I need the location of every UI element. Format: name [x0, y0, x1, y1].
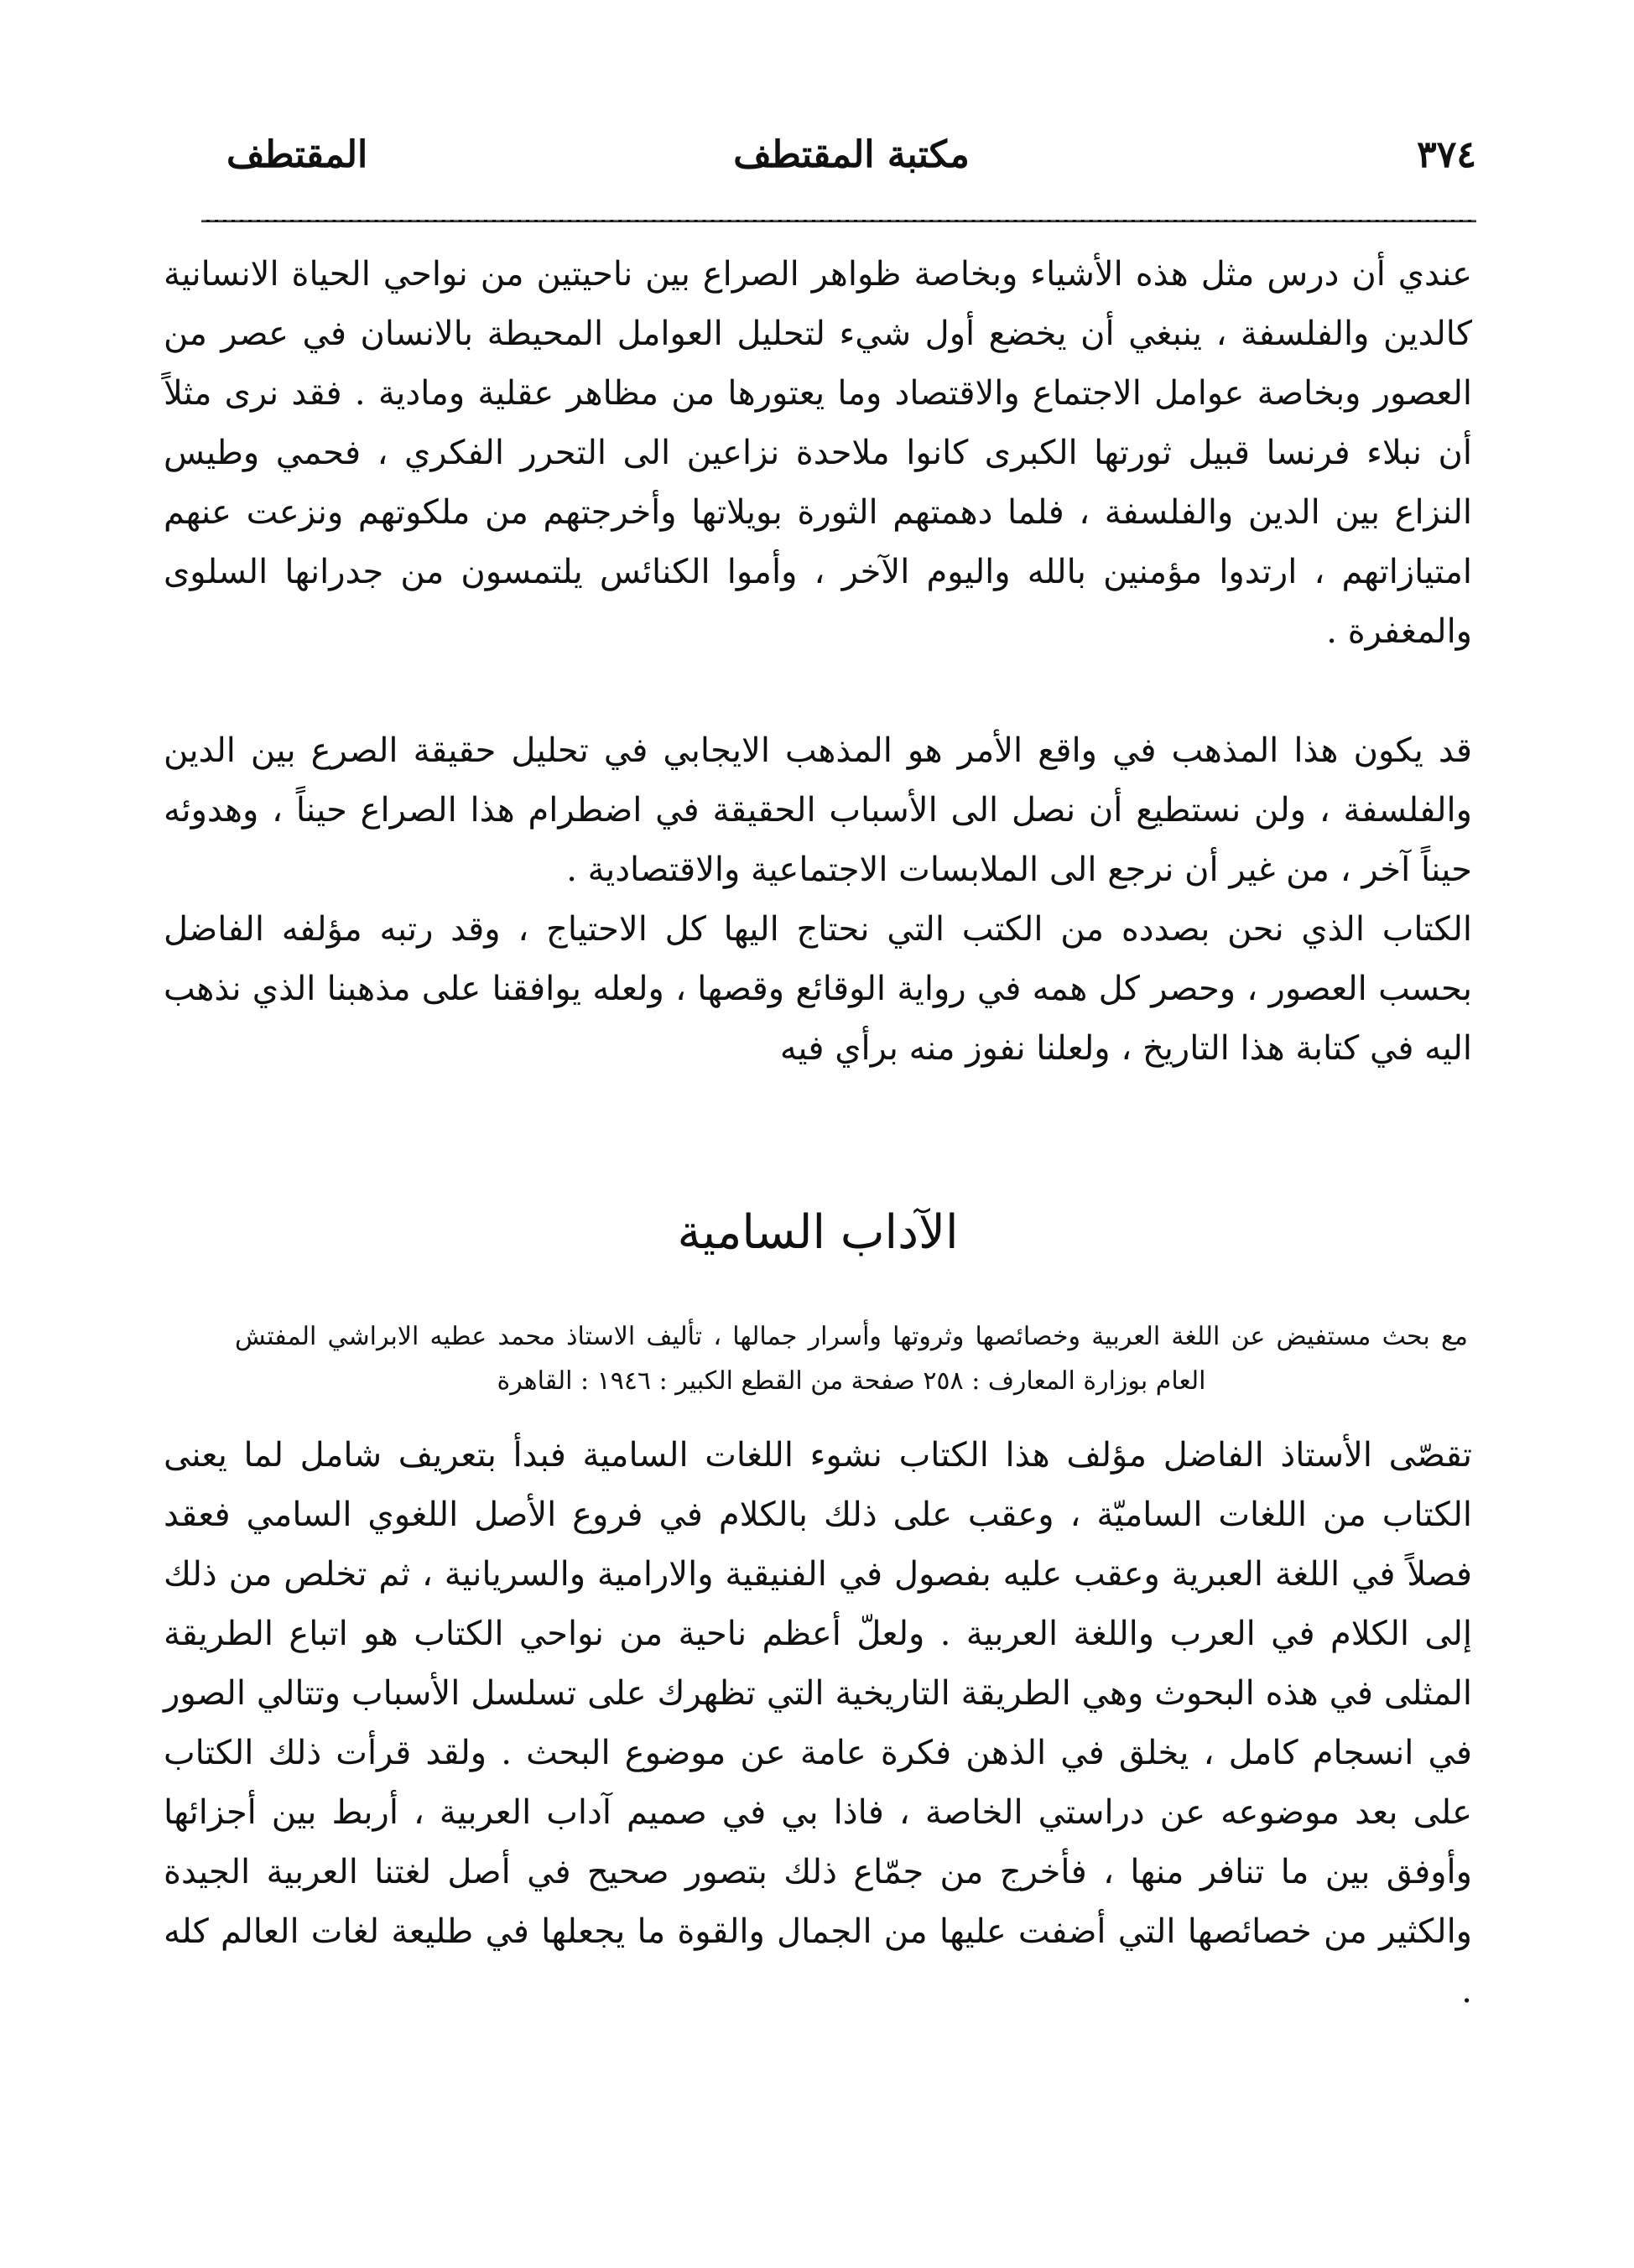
- header-rule-texture: [201, 220, 1476, 221]
- body-paragraph-2: قد يكون هذا المذهب في واقع الأمر هو المذهب الايجابي في تحليل حقيقة الصرع بين الدين والفلسفة ، ولن نستطيع أن نصل الى الأسباب الحقيقة في اضطرام هذا الصراع حيناً ، وهدوئه حيناً آخر ، من غير أن نرجع الى الملابسات الاجتماعية والاقتصادية .: [164, 731, 1472, 889]
- section-heading: مكتبة المقتطف: [733, 133, 970, 176]
- page-number: ٣٧٤: [1417, 133, 1476, 176]
- journal-name: المقتطف: [226, 133, 368, 176]
- review-paragraph: تقصّى الأستاذ الفاضل مؤلف هذا الكتاب نشوء اللغات السامية فبدأ بتعريف شامل لما يعنى الكتاب من اللغات الساميّة ، وعقب على ذلك بالكلام في فروع الأصل اللغوي السامي فعقد فصلاً في اللغة العبرية وعقب عليه بفصول في الفنيقية والارامية والسريانية ، ثم تخلص من ذلك إلى الكلام في العرب واللغة العربية . ولعلّ أعظم ناحية من نواحي الكتاب هو اتباع الطريقة المثلى في هذه البحوث وهي الطريقة التاريخية التي تظهرك على تسلسل الأسباب وتتالي الصور في انسجام كامل ، يخلق في الذهن فكرة عامة عن موضوع البحث . ولقد قرأت ذلك الكتاب على بعد موضوعه عن دراستي الخاصة ، فاذا بي في صميم آداب العربية ، أربط بين أجزائها وأوفق بين ما تنافر منها ، فأخرج من جمّاع ذلك بتصور صحيح في أصل لغتنا العربية الجيدة والكثير من خصائصها التي أضفت عليها من الجمال والقوة ما يجعلها في طليعة لغات العالم كله .: [164, 1436, 1473, 2011]
- body-paragraph-3: الكتاب الذي نحن بصدده من الكتب التي نحتاج اليها كل الاحتياج ، وقد رتبه مؤلفه الفاضل بحسب العصور ، وحصر كل همه في رواية الوقائع وقصها ، ولعله يوافقنا على مذهبنا الذي نذهب اليه في كتابة هذا التاريخ ، ولعلنا نفوز منه برأي فيه: [164, 910, 1472, 1068]
- body-paragraph-1: عندي أن درس مثل هذه الأشياء وبخاصة ظواهر الصراع بين ناحيتين من نواحي الحياة الانسانية كالدين والفلسفة ، ينبغي أن يخضع أول شيء لتحليل العوامل المحيطة بالانسان في عصر من العصور وبخاصة عوامل الاجتماع والاقتصاد وما يعتورها من مظاهر عقلية ومادية . فقد نرى مثلاً أن نبلاء فرنسا قبيل ثورتها الكبرى كانوا ملاحدة نزاعين الى التحرر الفكري ، فحمي وطيس النزاع بين الدين والفلسفة ، فلما دهمتهم الثورة بويلاتها وأخرجتهم من ملكوتهم ونزعت عنهم امتيازاتهم ، ارتدوا مؤمنين بالله واليوم الآخر ، وأموا الكنائس يلتمسون من جدرانها السلوى والمغفرة .: [164, 255, 1472, 651]
- running-header: [226, 126, 1476, 185]
- bibliographic-note: مع بحث مستفيض عن اللغة العربية وخصائصها وثروتها وأسرار جمالها ، تأليف الاستاذ محمد عطيه الابراشي المفتش العام بوزارة المعارف : ٢٥٨ صفحة من القطع الكبير : ١٩٤٦ : القاهرة: [235, 1322, 1468, 1396]
- review-title: الآداب السامية: [677, 1205, 959, 1260]
